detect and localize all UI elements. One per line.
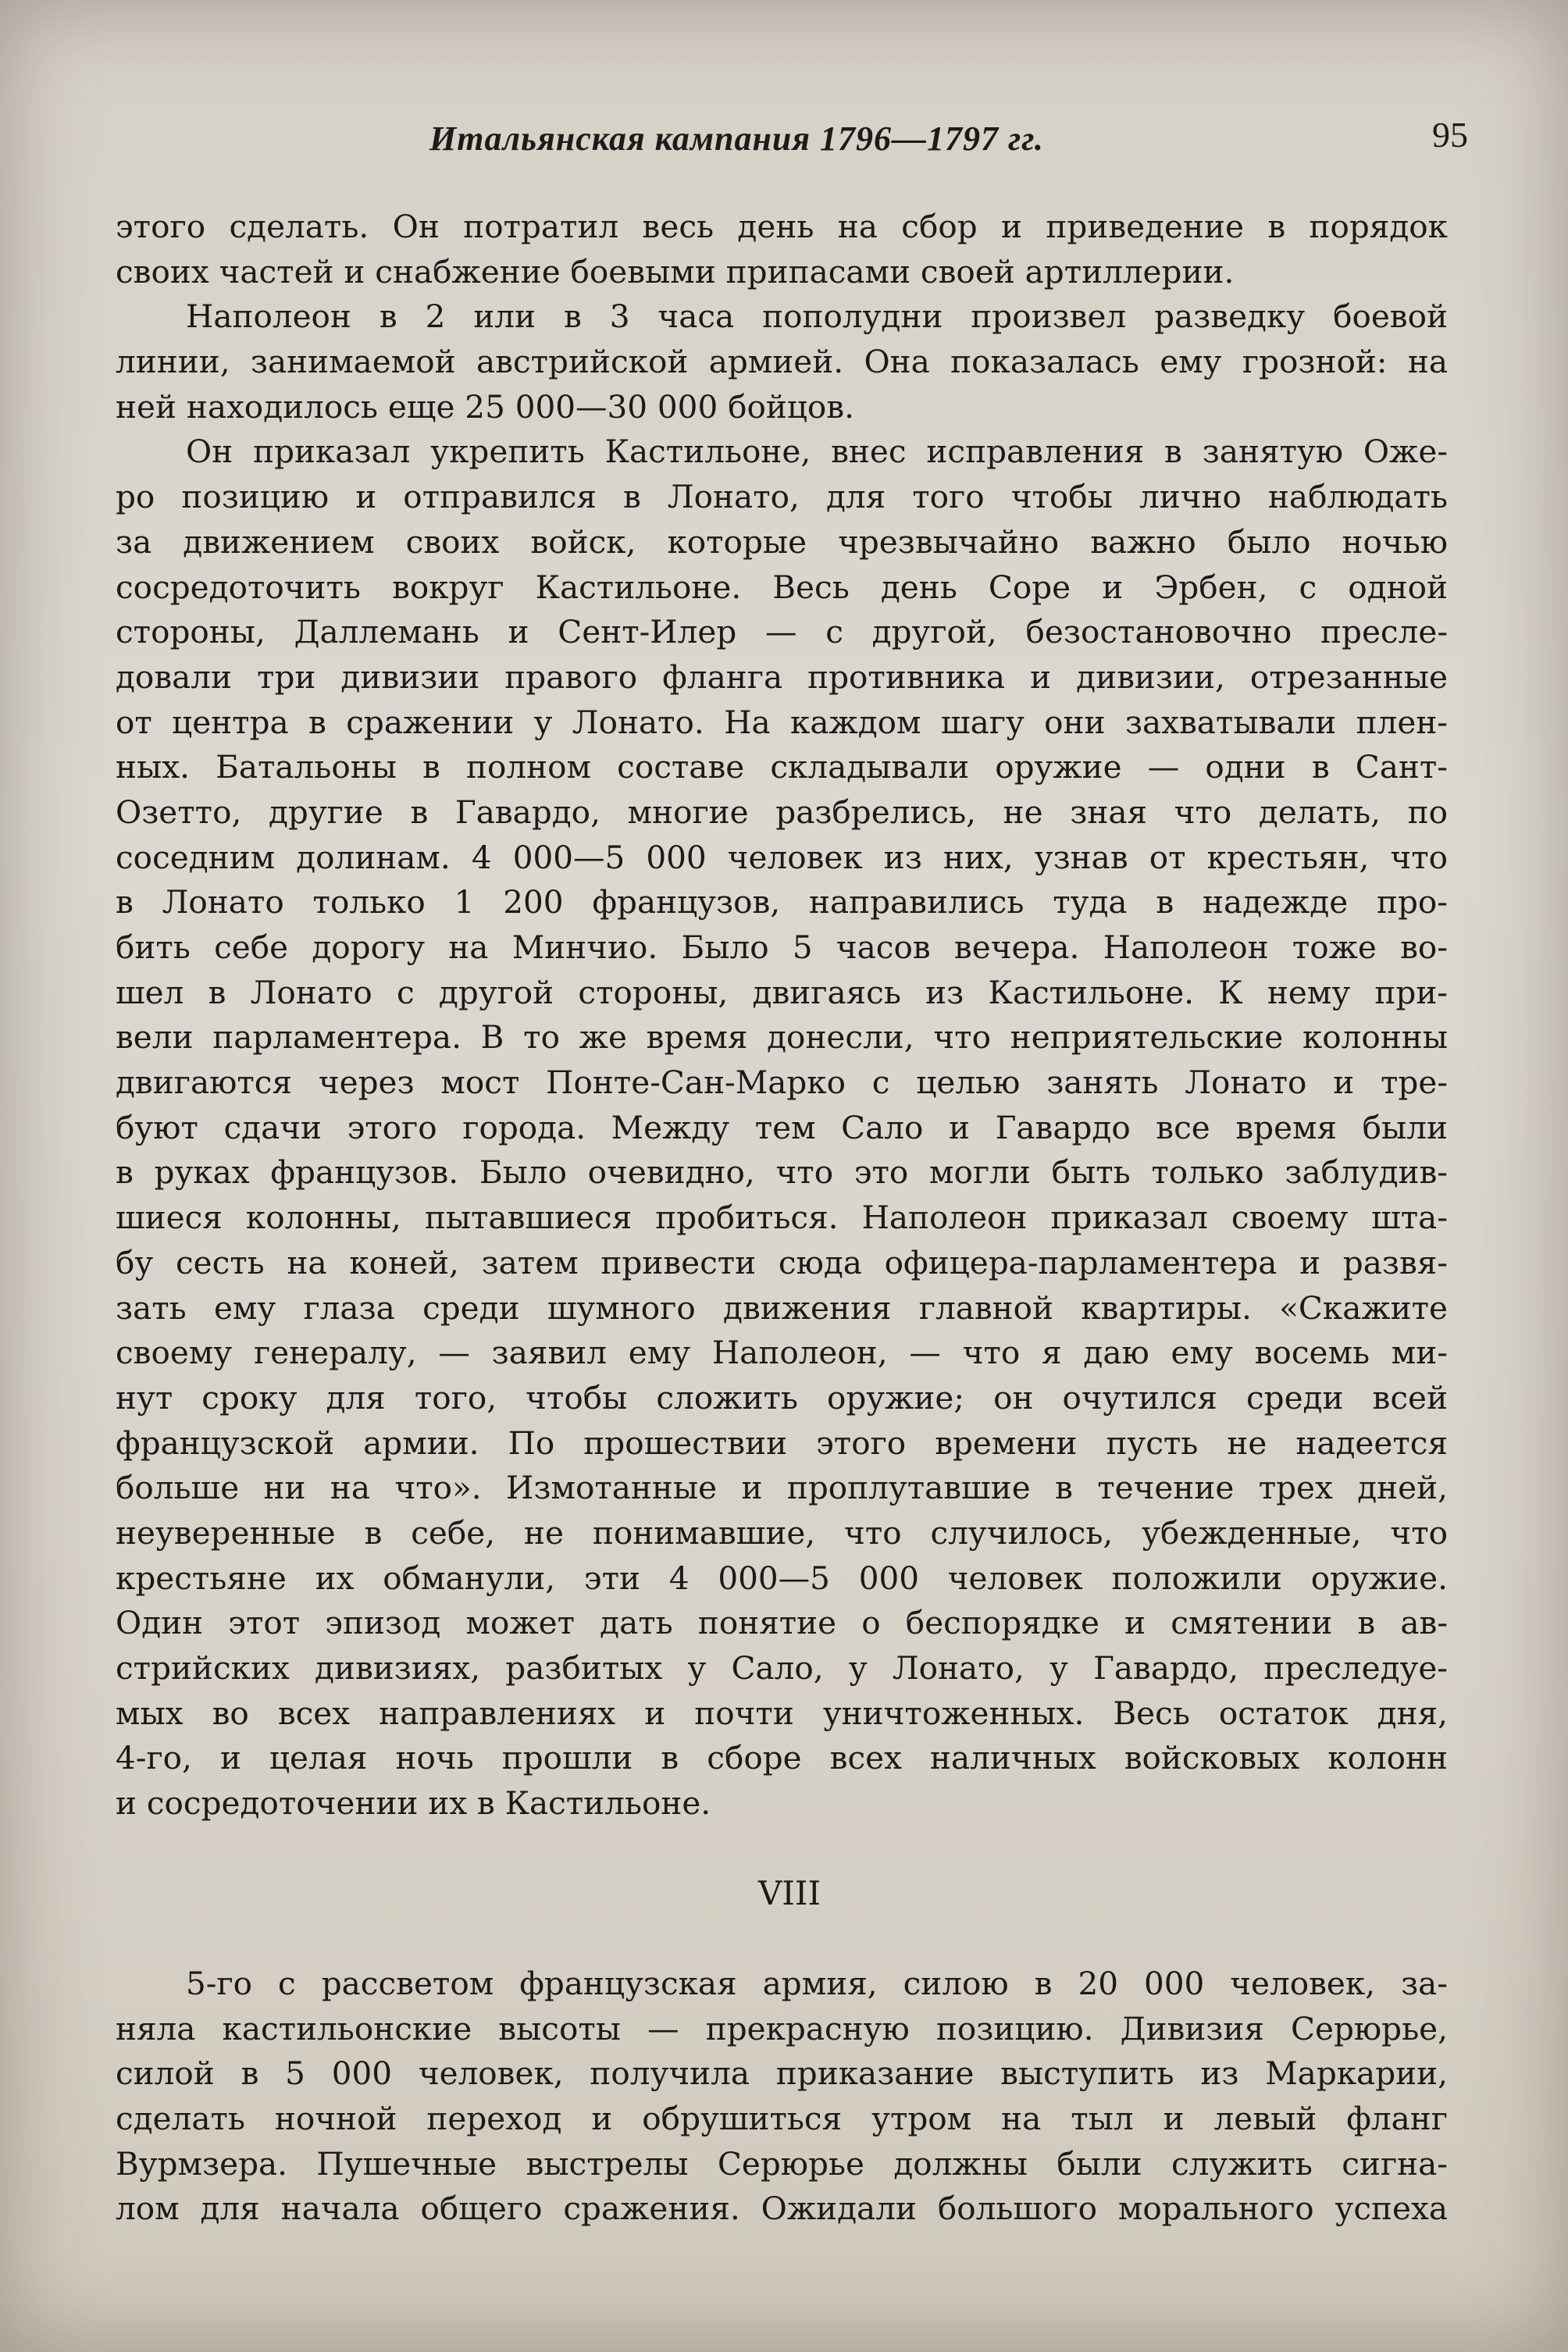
page-number: 95 (1432, 115, 1468, 155)
text-line: больше ни на что». Измотанные и проплутавшие в течение трех дней, (116, 1469, 1448, 1507)
paragraph (116, 429, 1448, 1826)
text-line: этого сделать. Он потратил весь день на сбор и приведение в порядок (116, 208, 1448, 245)
text-line: няла кастильонские высоты — прекрасную позицию. Дивизия Серюрье, (116, 2009, 1448, 2047)
text-line: своих частей и снабжение боевыми припасами своей артиллерии. (116, 252, 1235, 290)
text-line: бу сесть на коней, затем привести сюда офицера-парламентера и развя- (116, 1243, 1448, 1281)
text-line: стрийских дивизиях, разбитых у Сало, у Лонато, у Гавардо, преследуе- (116, 1649, 1448, 1687)
text-line: вели парламентера. В то же время донесли, что неприятельские колонны (116, 1018, 1448, 1057)
text-line: 5-го с рассветом французская армия, силою в 20 000 человек, за- (186, 1964, 1448, 2002)
text-line: шиеся колонны, пытавшиеся пробиться. Наполеон приказал своему шта- (116, 1199, 1448, 1237)
text-line: лом для начала общего сражения. Ожидали большого морального успеха (116, 2190, 1448, 2228)
paragraph (116, 1962, 1448, 2232)
text-line: крестьяне их обманули, эти 4 000—5 000 человек положили оружие. (116, 1559, 1448, 1597)
text-line: сосредоточить вокруг Кастильоне. Весь день Соре и Эрбен, с одной (116, 568, 1448, 606)
text-line: Вурмзера. Пушечные выстрелы Серюрье должны были служить сигна- (116, 2144, 1448, 2183)
text-line: за движением своих войск, которые чрезвычайно важно было ночью (116, 522, 1448, 561)
text-line: ных. Батальоны в полном составе складывали оружие — одни в Сант- (116, 748, 1448, 786)
text-line: ро позицию и отправился в Лонато, для того чтобы лично наблюдать (116, 478, 1448, 516)
text-line: довали три дивизии правого фланга противника и дивизии, отрезанные (116, 657, 1448, 696)
spacer (116, 1916, 1448, 1962)
text-line: французской армии. По прошествии этого времени пусть не надеется (116, 1424, 1448, 1462)
text-line: Один этот эпизод может дать понятие о беспорядке и смятении в ав- (116, 1604, 1448, 1642)
text-line: силой в 5 000 человек, получила приказание выступить из Маркарии, (116, 2054, 1448, 2093)
text-line: Наполеон в 2 или в 3 часа пополудни произвел разведку боевой (186, 298, 1448, 336)
text-line: 4-го, и целая ночь прошли в сборе всех наличных войсковых колонн (116, 1739, 1448, 1777)
text-line: сделать ночной переход и обрушиться утром на тыл и левый фланг (116, 2099, 1448, 2137)
text-line: нут сроку для того, чтобы сложить оружие; он очутился среди всей (116, 1378, 1448, 1417)
text-line: и сосредоточении их в Кастильоне. (116, 1784, 711, 1823)
spacer (116, 1826, 1448, 1872)
text-line: шел в Лонато с другой стороны, двигаясь из Кастильоне. К нему при- (116, 973, 1448, 1011)
text-line: соседним долинам. 4 000—5 000 человек из них, узнав от крестьян, что (116, 838, 1448, 876)
page-header (117, 115, 1468, 166)
text-line: линии, занимаемой австрийской армией. Она показалась ему грозной: на (116, 343, 1448, 381)
text-line: бить себе дорогу на Минчио. Было 5 часов вечера. Наполеон тоже во- (116, 928, 1448, 966)
paragraph (116, 205, 1448, 294)
body-text (116, 205, 1448, 2232)
text-line: Он приказал укрепить Кастильоне, внес исправления в занятую Оже- (186, 433, 1448, 471)
text-line: двигаются через мост Понте-Сан-Марко с целью занять Лонато и тре- (116, 1064, 1448, 1102)
text-line: неуверенные в себе, не понимавшие, что случилось, убежденные, что (116, 1513, 1448, 1552)
text-line: в Лонато только 1 200 французов, направились туда в надежде про- (116, 883, 1448, 921)
text-line: стороны, Даллемань и Сент-Илер — с другой, безостановочно пресле- (116, 613, 1448, 651)
section-heading: VIII (757, 1874, 821, 1913)
text-line: мых во всех направлениях и почти уничтоженных. Весь остаток дня, (116, 1694, 1448, 1732)
text-line: ней находилось еще 25 000—30 000 бойцов. (116, 387, 854, 426)
text-line: своему генералу, — заявил ему Наполеон, — что я даю ему восемь ми- (116, 1334, 1448, 1372)
text-line: зать ему глаза среди шумного движения главной квартиры. «Скажите (116, 1288, 1448, 1327)
running-title: Итальянская кампания 1796—1797 гг. (429, 119, 1044, 158)
text-line: буют сдачи этого города. Между тем Сало и Гавардо все время были (116, 1108, 1448, 1146)
text-line: от центра в сражении у Лонато. На каждом шагу они захватывали плен- (116, 703, 1448, 741)
text-line: Озетто, другие в Гавардо, многие разбрелись, не зная что делать, по (116, 793, 1448, 831)
paragraph (116, 294, 1448, 429)
text-line: в руках французов. Было очевидно, что это могли быть только заблудив- (116, 1153, 1448, 1192)
